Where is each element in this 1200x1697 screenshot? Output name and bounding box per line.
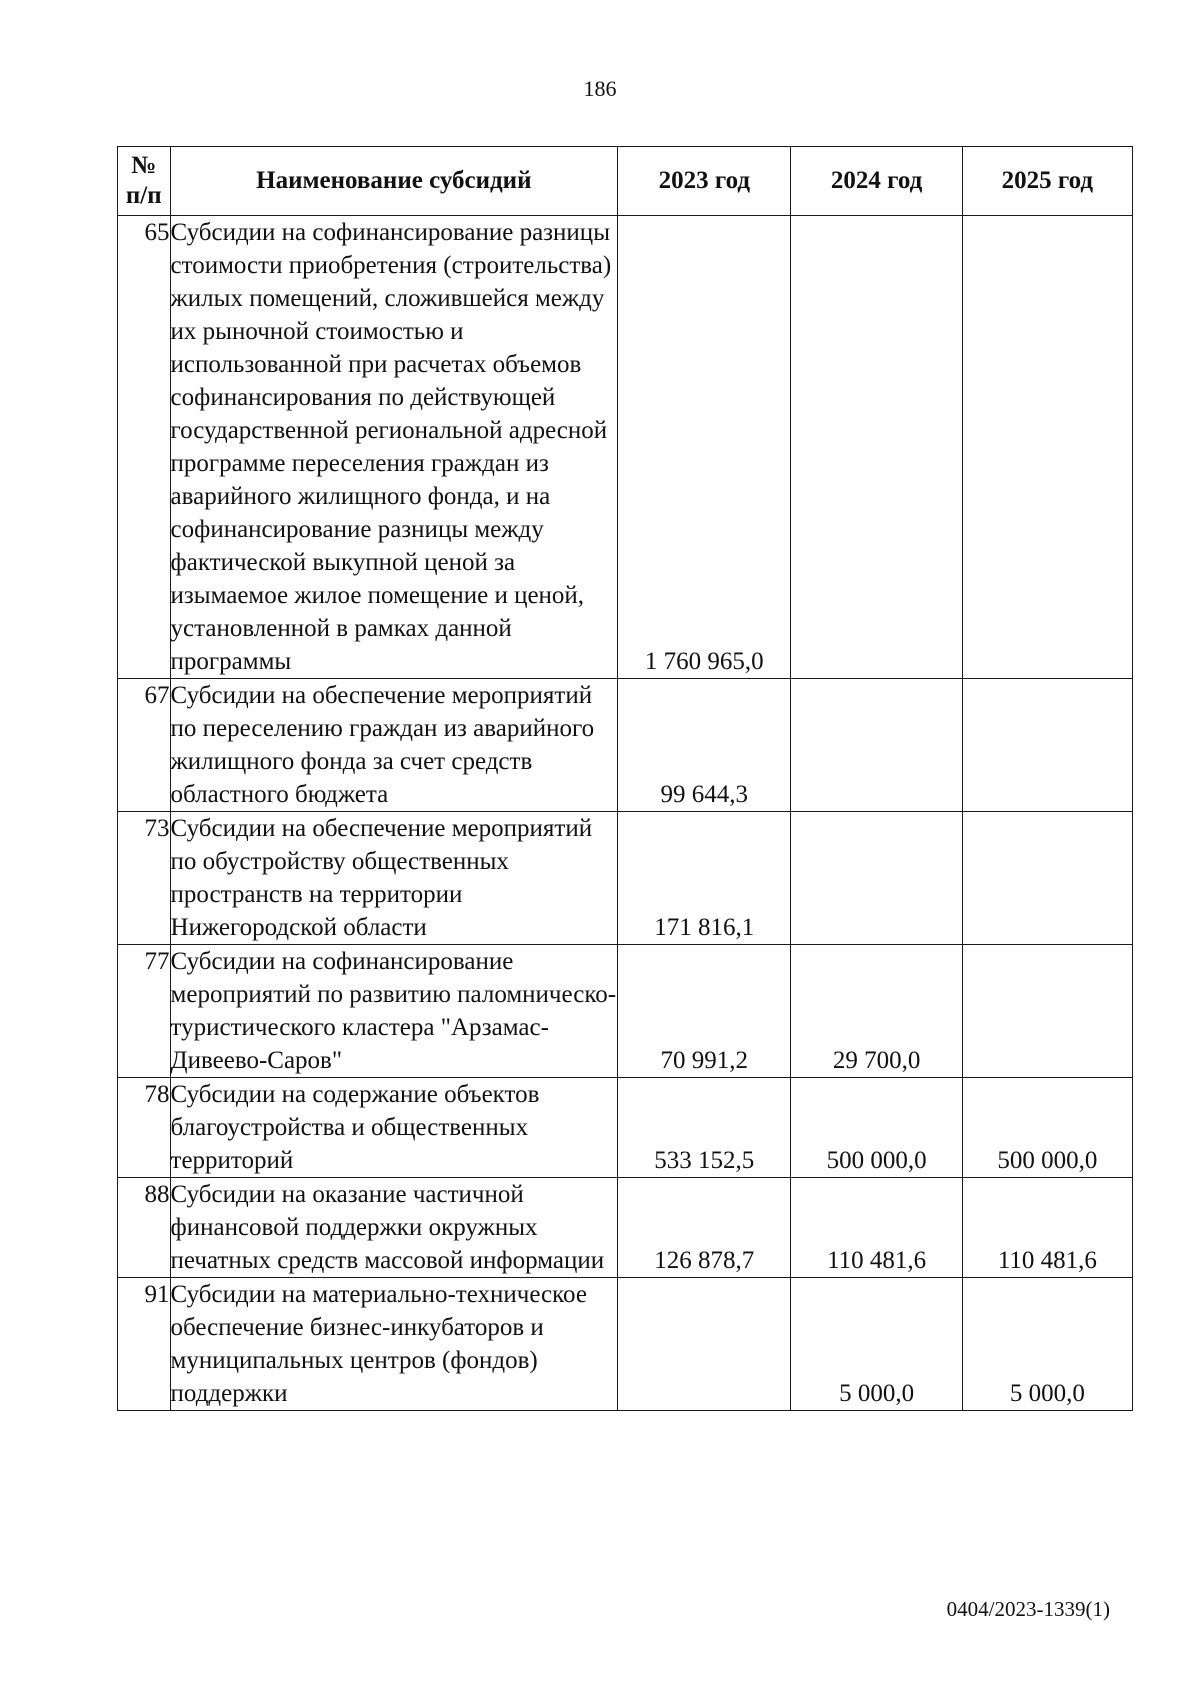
amount-2025: 5 000,0	[962, 1278, 1132, 1411]
page-number: 186	[583, 76, 617, 101]
table-row	[118, 945, 1133, 1078]
amount-2024: 29 700,0	[791, 945, 962, 1078]
subsidies-table	[117, 146, 1133, 1411]
amount-2025: 110 481,6	[962, 1178, 1132, 1278]
amount-2024: 5 000,0	[791, 1278, 962, 1411]
amount-2024	[791, 812, 962, 945]
amount-2024	[791, 679, 962, 812]
table-row	[118, 1178, 1133, 1278]
amount-2024	[791, 216, 962, 679]
table-row	[118, 216, 1133, 679]
row-number: 65	[118, 216, 171, 679]
table-row	[118, 1078, 1133, 1178]
row-number: 73	[118, 812, 171, 945]
header-2025: 2025 год	[962, 147, 1132, 216]
row-number: 78	[118, 1078, 171, 1178]
row-number: 91	[118, 1278, 171, 1411]
amount-2023: 1 760 965,0	[618, 216, 791, 679]
amount-2025: 500 000,0	[962, 1078, 1132, 1178]
amount-2023: 99 644,3	[618, 679, 791, 812]
amount-2025	[962, 679, 1132, 812]
amount-2023: 533 152,5	[618, 1078, 791, 1178]
row-number: 67	[118, 679, 171, 812]
row-number: 88	[118, 1178, 171, 1278]
table-row	[118, 812, 1133, 945]
amount-2023	[618, 1278, 791, 1411]
header-num: № п/п	[118, 147, 171, 216]
subsidy-name: Субсидии на обеспечение мероприятий по переселению граждан из аварийного жилищного фонда за счет средств областного бюджета	[170, 679, 618, 812]
amount-2025	[962, 945, 1132, 1078]
subsidy-name: Субсидии на содержание объектов благоустройства и общественных территорий	[170, 1078, 618, 1178]
row-number: 77	[118, 945, 171, 1078]
amount-2023: 126 878,7	[618, 1178, 791, 1278]
amount-2023: 171 816,1	[618, 812, 791, 945]
amount-2024: 500 000,0	[791, 1078, 962, 1178]
subsidy-name: Субсидии на софинансирование разницы стоимости приобретения (строительства) жилых помещений, сложившейся между их рыночной стоимостью и использованной при расчетах объемов софинансирования по действующей государственной региональной адресной программе переселения граждан из аварийного жилищного фонда, и на софинансирование разницы между фактической выкупной ценой за изымаемое жилое помещение и ценой, установленной в рамках данной программы	[170, 216, 618, 679]
document-code: 0404/2023-1339(1)	[946, 1597, 1110, 1621]
subsidy-name: Субсидии на материально-техническое обеспечение бизнес-инкубаторов и муниципальных центров (фондов) поддержки	[170, 1278, 618, 1411]
subsidy-name: Субсидии на обеспечение мероприятий по обустройству общественных пространств на территории Нижегородской области	[170, 812, 618, 945]
table-row	[118, 679, 1133, 812]
table-header-row	[118, 147, 1133, 216]
amount-2025	[962, 812, 1132, 945]
table-row	[118, 1278, 1133, 1411]
subsidy-name: Субсидии на оказание частичной финансовой поддержки окружных печатных средств массовой информации	[170, 1178, 618, 1278]
header-2023: 2023 год	[618, 147, 791, 216]
header-name: Наименование субсидий	[170, 147, 618, 216]
header-2024: 2024 год	[791, 147, 962, 216]
subsidy-name: Субсидии на софинансирование мероприятий по развитию паломническо-туристического кластера "Арзамас-Дивеево-Саров"	[170, 945, 618, 1078]
amount-2023: 70 991,2	[618, 945, 791, 1078]
amount-2024: 110 481,6	[791, 1178, 962, 1278]
amount-2025	[962, 216, 1132, 679]
